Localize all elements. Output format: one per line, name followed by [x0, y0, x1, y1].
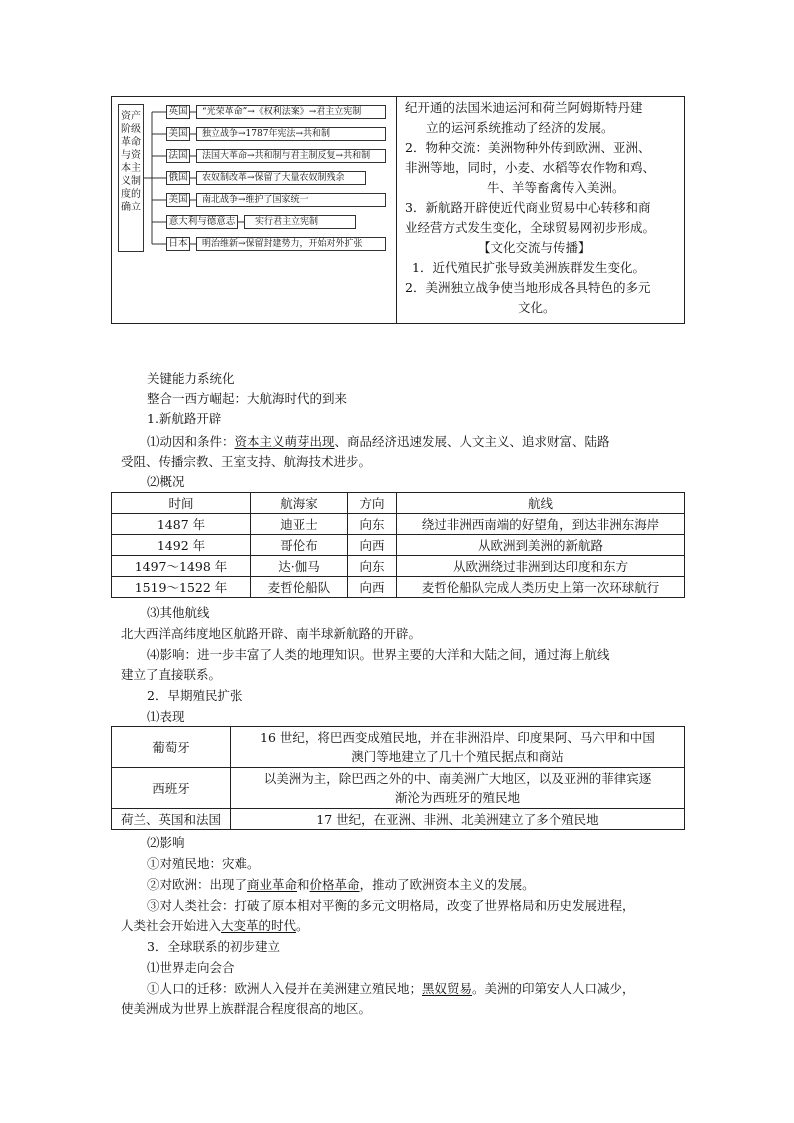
item-title: ⑶其他航线 [147, 605, 210, 620]
diagram-country-box: 意大利与德意志 [166, 215, 238, 229]
underlined-text: 商业革命 [247, 877, 298, 892]
right-col-line: 3．新航路开辟使近代商业贸易中心转移和商 [405, 200, 651, 215]
paragraph: 使美洲成为世界上族群混合程度很高的地区。 [121, 1001, 372, 1016]
right-col-line: 立的运河系统推动了经济的发展。 [426, 120, 614, 135]
table-cell: 1519～1522 年 [112, 577, 251, 598]
text: 。 [296, 918, 309, 933]
paragraph: 受阻、传播宗教、王室支持、航海技术进步。 [121, 454, 372, 469]
table-header-cell: 航海家 [251, 493, 348, 514]
table-header-row [112, 493, 685, 514]
right-col-line: 业经营方式发生变化，全球贸易网初步形成。 [405, 220, 656, 235]
underlined-text: 资本主义萌芽出现 [234, 434, 335, 449]
root-line: 确立 [121, 202, 141, 213]
diagram-country-box: 日本 [166, 237, 190, 251]
diagram-country-box: 俄国 [166, 171, 190, 185]
table-cell: 达·伽马 [251, 556, 348, 577]
root-line: 革命 [121, 137, 141, 148]
table-row [112, 577, 685, 598]
cell-line: 16 世纪，将巴西变成殖民地，并在非洲沿岸、印度果阿、马六甲和中国 [260, 730, 655, 745]
routes-table [111, 492, 685, 598]
paragraph [121, 916, 309, 935]
table-cell [231, 727, 685, 768]
right-col-line: 纪开通的法国米迪运河和荷兰阿姆斯特丹建 [405, 100, 643, 115]
underlined-text: 大变革的时代 [221, 918, 297, 933]
paragraph: 北大西洋高纬度地区航路开辟、南半球新航路的开辟。 [121, 626, 422, 641]
diagram-country-box: 美国 [166, 193, 190, 207]
table-cell: 葡萄牙 [112, 727, 231, 768]
item-title: ⑵概况 [147, 474, 185, 489]
table-cell: 麦哲伦船队 [251, 577, 348, 598]
text: 、商品经济迅速发展、人文主义、追求财富、陆路 [334, 434, 610, 449]
table-header-cell: 航线 [397, 493, 685, 514]
root-line: 阶级 [121, 124, 141, 135]
root-line: 义制 [121, 176, 141, 187]
item-title: ⑵影响 [147, 835, 185, 850]
cell-line: 以美洲为主，除巴西之外的中、南美洲广大地区，以及亚洲的菲律宾逐 [263, 771, 652, 786]
right-col-line: 1．近代殖民扩张导致美洲族群发生变化。 [412, 260, 645, 275]
text: ②对欧洲：出现了 [147, 877, 248, 892]
paragraph: ⑷影响：进一步丰富了人类的地理知识。世界主要的大洋和大陆之间，通过海上航线 [147, 647, 610, 662]
text: 人类社会开始进入 [121, 918, 222, 933]
diagram-root-box [118, 104, 144, 252]
diagram-event-box: 农奴制改革→保留了大量农奴制残余 [196, 171, 366, 185]
diagram-event-box: 独立战争→1787年宪法→共和制 [196, 127, 386, 141]
right-col-line: 2．物种交流：美洲物种外传到欧洲、亚洲、 [405, 140, 651, 155]
table-cell: 向东 [348, 514, 397, 535]
table-cell: 1497～1498 年 [112, 556, 251, 577]
table-cell [231, 768, 685, 809]
right-col-line: 文化。 [518, 300, 556, 315]
diagram-event-box: 明治维新→保留封建势力，开始对外扩张 [196, 237, 386, 251]
root-line: 度的 [121, 189, 141, 200]
text: 。美洲的印第安人人口减少， [472, 981, 635, 996]
underlined-text: 价格革命 [309, 877, 360, 892]
root-line: 资产 [121, 111, 141, 122]
table-row [112, 768, 685, 809]
table-row [112, 535, 685, 556]
item-title: ⑴表现 [147, 709, 185, 724]
table-cell: 从欧洲到美洲的新航路 [397, 535, 685, 556]
right-col-line: 牛、羊等畜禽传入美洲。 [487, 180, 625, 195]
cell-line: 渐沦为西班牙的殖民地 [394, 790, 520, 805]
table-cell: 西班牙 [112, 768, 231, 809]
table-row [112, 514, 685, 535]
table-cell: 向西 [348, 535, 397, 556]
paragraph: 建立了直接联系。 [121, 667, 222, 682]
diagram-event-box: 实行君主立宪制 [244, 215, 356, 229]
right-col-line: 2．美洲独立战争使当地形成各具特色的多元 [405, 280, 651, 295]
table-cell: 荷兰、英国和法国 [112, 809, 231, 830]
diagram-event-box: “光荣革命”→《权利法案》→君主立宪制 [196, 105, 386, 119]
section-heading: 关键能力系统化 [147, 371, 235, 386]
underlined-text: 黑奴贸易 [422, 981, 473, 996]
diagram-country-box: 法国 [166, 149, 190, 163]
text: ①人口的迁移：欧洲人入侵并在美洲建立殖民地； [147, 981, 423, 996]
subsection-title: 2．早期殖民扩张 [147, 688, 243, 703]
text: ，推动了欧洲资本主义的发展。 [359, 877, 535, 892]
paragraph: ③对人类社会：打破了原本相对平衡的多元文明格局，改变了世界格局和历史发展进程， [147, 898, 635, 913]
subsection-title: 3．全球联系的初步建立 [147, 939, 280, 954]
table-row [112, 809, 685, 830]
diagram-arrows [190, 104, 250, 254]
table-row [112, 727, 685, 768]
paragraph [147, 979, 635, 998]
table-cell: 17 世纪，在亚洲、非洲、北美洲建立了多个殖民地 [231, 809, 685, 830]
table-cell: 麦哲伦船队完成人类历史上第一次环球航行 [397, 577, 685, 598]
diagram-event-box: 法国大革命→共和制与君主制反复→共和制 [196, 149, 386, 163]
text: ⑴动因和条件： [147, 434, 235, 449]
item-title: ⑴世界走向会合 [147, 960, 235, 975]
diagram-event-box: 南北战争→维护了国家统一 [196, 193, 386, 207]
root-line: 与资 [121, 150, 141, 161]
paragraph [147, 875, 535, 894]
table-header-cell: 时间 [112, 493, 251, 514]
table-cell: 哥伦布 [251, 535, 348, 556]
paragraph: ①对殖民地：灾难。 [147, 856, 260, 871]
root-line: 本主 [121, 163, 141, 174]
right-col-heading: 【文化交流与传播】 [478, 240, 591, 255]
table-cell: 向西 [348, 577, 397, 598]
integration-title: 整合一西方崛起：大航海时代的到来 [147, 391, 348, 406]
table-cell: 迪亚士 [251, 514, 348, 535]
summary-box-divider [396, 96, 397, 324]
table-cell: 1487 年 [112, 514, 251, 535]
diagram-country-box: 美国 [166, 127, 190, 141]
table-cell: 1492 年 [112, 535, 251, 556]
paragraph [147, 432, 610, 451]
diagram-country-box: 英国 [166, 105, 190, 119]
cell-line: 澳门等地建立了几十个殖民据点和商站 [351, 749, 564, 764]
subsection-title: 1.新航路开辟 [147, 411, 222, 426]
table-header-cell: 方向 [348, 493, 397, 514]
text: 和 [297, 877, 310, 892]
table-cell: 绕过非洲西南端的好望角，到达非洲东海岸 [397, 514, 685, 535]
right-col-line: 非洲等地，同时，小麦、水稻等农作物和鸡、 [405, 160, 656, 175]
colonies-table [111, 726, 685, 830]
table-cell: 从欧洲绕过非洲到达印度和东方 [397, 556, 685, 577]
table-cell: 向东 [348, 556, 397, 577]
table-row [112, 556, 685, 577]
